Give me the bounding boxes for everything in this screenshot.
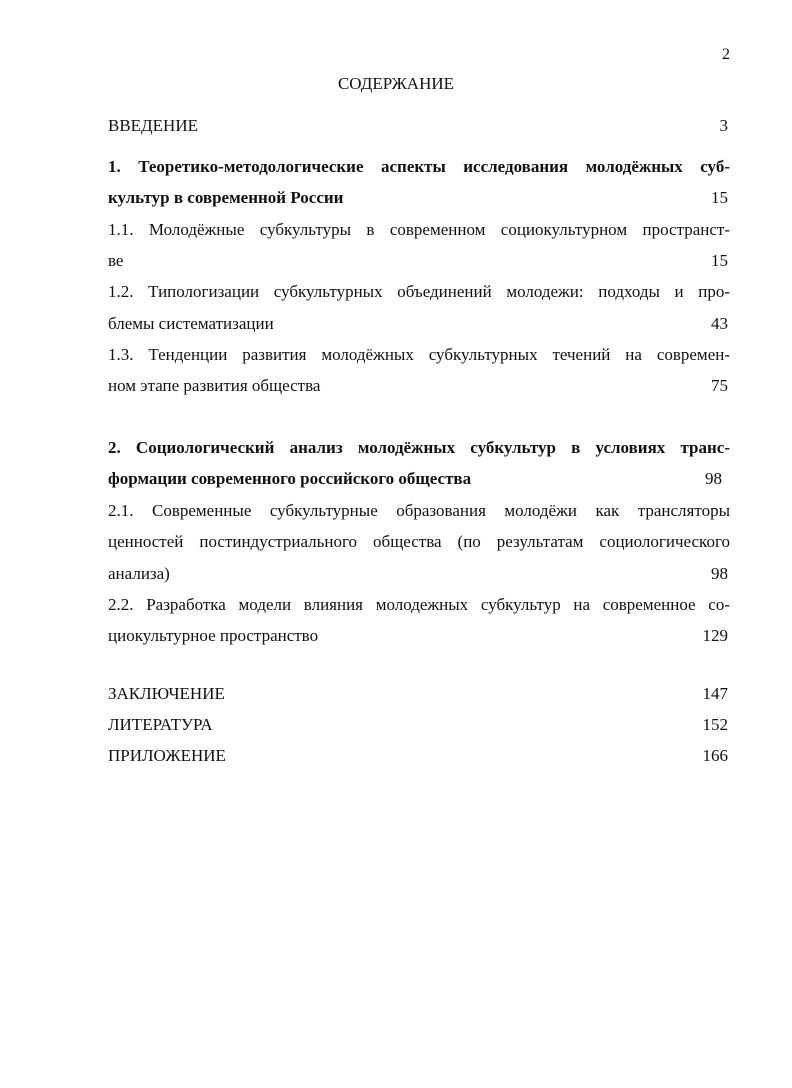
toc-chapter1-line2 bbox=[108, 186, 730, 210]
toc-entry-label: ве bbox=[108, 251, 124, 270]
toc-entry-label: культур в современной России bbox=[108, 188, 344, 207]
toc-entry-page: 152 bbox=[702, 715, 728, 734]
toc-entry-appendix bbox=[108, 744, 730, 768]
toc-title: СОДЕРЖАНИЕ bbox=[337, 74, 455, 93]
toc-entry-label: ЛИТЕРАТУРА bbox=[108, 715, 213, 734]
toc-section-1-3-line1: 1.3. Тенденции развития молодёжных субкультурных течений на современ- bbox=[108, 345, 730, 364]
toc-entry-label: ЗАКЛЮЧЕНИЕ bbox=[108, 684, 225, 703]
toc-entry-label: ПРИЛОЖЕНИЕ bbox=[108, 746, 226, 765]
toc-entry-label: циокультурное пространство bbox=[108, 626, 319, 645]
toc-entry-label: формации современного российского общества bbox=[108, 469, 472, 488]
toc-section-2-1-line1: 2.1. Современные субкультурные образования молодёжи как трансляторы bbox=[108, 501, 730, 520]
toc-chapter2-line2 bbox=[108, 467, 730, 491]
toc-chapter1-line1: 1. Теоретико-методологические аспекты исследования молодёжных суб- bbox=[108, 157, 730, 176]
toc-section-1-1-line2 bbox=[108, 249, 730, 273]
toc-entry-label: ВВЕДЕНИЕ bbox=[108, 116, 198, 135]
toc-entry-introduction bbox=[108, 114, 730, 138]
toc-section-1-2-line2 bbox=[108, 312, 730, 336]
toc-entry-label: ном этапе развития общества bbox=[108, 376, 321, 395]
toc-entry-literature bbox=[108, 713, 730, 737]
toc-entry-page: 3 bbox=[719, 116, 728, 135]
toc-entry-page: 98 bbox=[711, 564, 728, 583]
toc-section-1-2-line1: 1.2. Типологизации субкультурных объединений молодежи: подходы и про- bbox=[108, 282, 730, 301]
toc-entry-page: 43 bbox=[711, 314, 728, 333]
toc-section-2-2-line2 bbox=[108, 624, 730, 648]
toc-entry-label: анализа) bbox=[108, 564, 170, 583]
toc-entry-page: 15 bbox=[711, 251, 728, 270]
toc-section-2-1-line2: ценностей постиндустриального общества (по результатам социологического bbox=[108, 532, 730, 551]
toc-entry-label: блемы систематизации bbox=[108, 314, 274, 333]
toc-entry-page: 166 bbox=[702, 746, 728, 765]
toc-chapter2-line1: 2. Социологический анализ молодёжных субкультур в условиях транс- bbox=[108, 438, 730, 457]
toc-entry-page: 15 bbox=[711, 188, 728, 207]
toc-section-1-1-line1: 1.1. Молодёжные субкультуры в современном социокультурном пространст- bbox=[108, 220, 730, 239]
toc-section-1-3-line2 bbox=[108, 374, 730, 398]
toc-entry-conclusion bbox=[108, 682, 730, 706]
toc-entry-page: 98 bbox=[705, 469, 722, 488]
toc-entry-page: 147 bbox=[702, 684, 728, 703]
toc-entry-page: 129 bbox=[702, 626, 728, 645]
toc-entry-page: 75 bbox=[711, 376, 728, 395]
page-number: 2 bbox=[722, 46, 730, 63]
toc-section-2-1-line3 bbox=[108, 562, 730, 586]
toc-section-2-2-line1: 2.2. Разработка модели влияния молодежных субкультур на современное со- bbox=[108, 595, 730, 614]
